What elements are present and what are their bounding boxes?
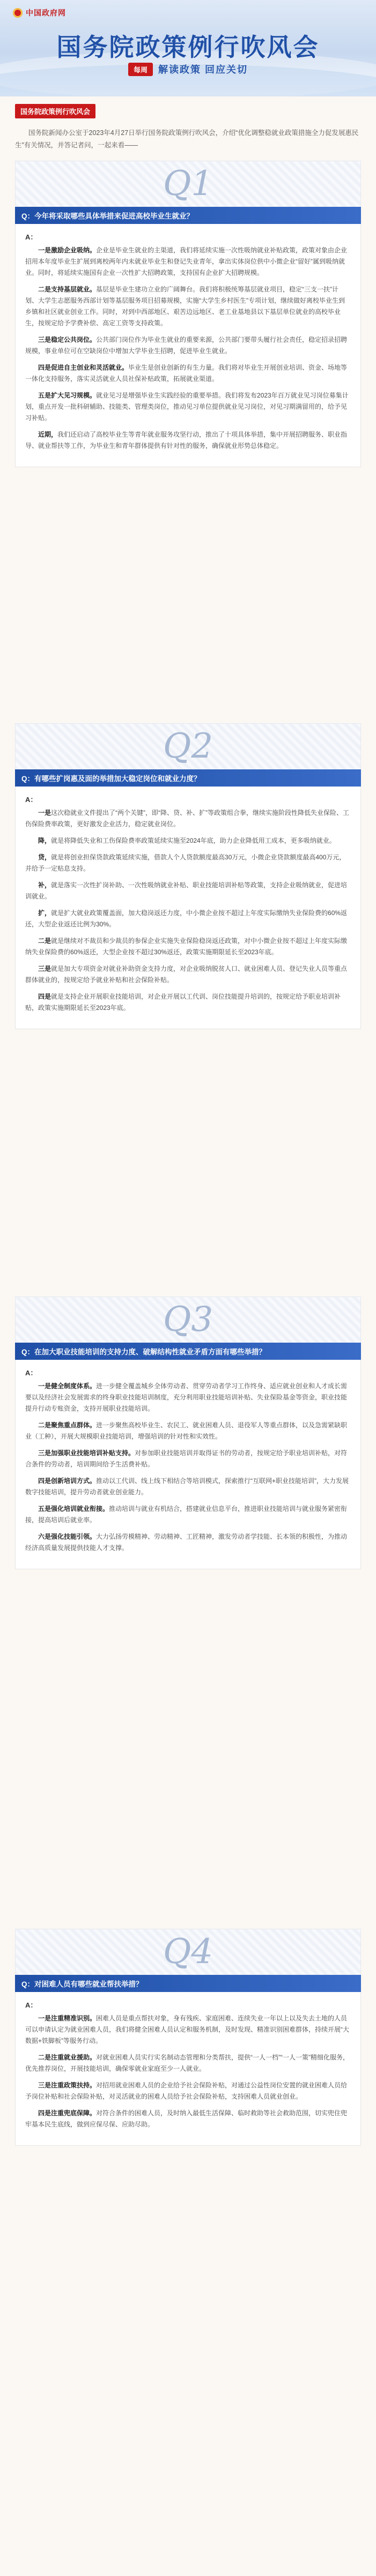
- answer-paragraph: 三是稳定公共岗位。公共部门岗位作为毕业生就业的重要来源，公共部门要带头履行社会责任，稳定招录招聘规模，事业单位可在空缺岗位中增加大学毕业生招聘，促进毕业生就业。: [25, 336, 348, 355]
- intro: [0, 96, 376, 152]
- banner-subtitle: [0, 62, 376, 76]
- header-banner: [0, 0, 376, 96]
- q-number-banner: [15, 723, 361, 769]
- question-bar: Q：今年将采取哪些具体举措来促进高校毕业生就业？: [15, 207, 361, 224]
- answer-label: A：: [25, 2001, 38, 2009]
- qa-section-1: [15, 161, 361, 467]
- answer-paragraph: 四是促进自主创业和灵活就业。毕业生是创业创新的有生力量。我们将对毕业生开展创业培训、资金、场地等一体化支持服务，落实灵活就业人员社保补贴政策，拓展就业渠道。: [25, 364, 348, 383]
- answer-card: [15, 787, 361, 1029]
- q-number: Q3: [163, 1300, 213, 1339]
- answer-paragraph: 二是支持基层就业。基层是毕业生建功立业的广阔舞台。我们将积极统筹基层就业项目，稳定“三支一扶”计划、大学生志愿服务西部计划等基层服务项目招募规模，实施“大学生乡村医生”专项计划，继续做好离校毕业生到乡镇和社区就业创业工作。同时，对到中西部地区、艰苦边远地区、老工业基地县以下基层单位就业的高校毕业生，按规定给予学费补偿、高定工资等支持政策。: [25, 286, 345, 327]
- answer-paragraph: 一是这次稳就业文件提出了“两个关键”，即“降、贷、补、扩”等政策组合拳，继续实施阶段性降低失业保险、工伤保险费率政策，更好激发企业活力，稳定就业岗位。: [25, 809, 350, 828]
- answer-paragraph: 一是健全制度体系。进一步健全覆盖城乡全体劳动者、贯穿劳动者学习工作终身、适应就业创业和人才成长需要以及经济社会发展需求的终身职业技能培训制度，充分利用职业技能培训补贴、失业保险基金等资金，职业技能提升行动专账资金，支持开展职业技能培训。: [25, 1382, 348, 1412]
- answer-paragraph: 一是注重精准识别。困难人员是重点帮扶对象，身有残疾、家庭困难、连续失业一年以上以及失去土地的人员可以申请认定为就业困难人员，我们将健全困难人员认定和服务机制，及时发现、精准识别困难群体，持续开展“大数据+铁脚板”等服务行动。: [25, 2015, 350, 2045]
- intro-text: 国务院新闻办公室于2023年4月27日举行国务院政策例行吹风会，介绍“优化调整稳就业政策措施全力促发展惠民生”有关情况，并答记者问，一起来看——: [15, 129, 359, 149]
- qa-section-4: [15, 1929, 361, 2146]
- q-number: Q4: [163, 1932, 213, 1972]
- answer-paragraph: 一是激励企业吸纳。企业是毕业生就业的主渠道，我们将延续实施一次性吸纳就业补贴政策，政策对象由企业招用本年度毕业生扩展到离校两年内未就业毕业生和登记失业青年，拿出实体岗位供中小微企业“留好”属到吸纳就业。同时，将延续实施国有企业一次性扩大招聘政策，支持国有企业扩大招聘规模。: [25, 246, 348, 276]
- q-number-banner: [15, 161, 361, 207]
- q-number-banner: [15, 1297, 361, 1343]
- intro-tag: 国务院政策例行吹风会: [15, 104, 95, 118]
- answer-paragraph: 四是就是支持企业开展职业技能培训，对企业开展以工代训、岗位技能提升培训的，按规定给予职业培训补贴，政策实施期限延长至2023年底。: [25, 993, 341, 1012]
- q-number-banner: [15, 1929, 361, 1975]
- answer-label: A：: [25, 1369, 38, 1377]
- national-emblem-icon: [13, 8, 23, 18]
- site-name: 中国政府网: [26, 9, 66, 17]
- answer-paragraph: 五是扩大见习规模。就业见习是增强毕业生实践经验的重要举措。我们将发布2023年百万就业见习岗位募集计划，重点开发一批科研辅助、技能类、管理类岗位，推动见习单位提供就业见习岗位，对见习期满留用的，给予见习补贴。: [25, 392, 349, 422]
- banner-title: 国务院政策例行吹风会: [56, 33, 320, 61]
- answer-paragraph: 五是强化培训就业衔接。推动培训与就业有机结合，搭建就业信息平台，推进职业技能培训与就业服务紧密衔接，提高培训后就业率。: [25, 1505, 348, 1524]
- answer-paragraph: 扩，就是扩大就业政策覆盖面，加大稳岗返还力度，中小微企业按不超过上年度实际缴纳失业保险费的60%返还，大型企业返还比例为30%。: [25, 909, 348, 928]
- answer-paragraph: 补，就是落实一次性扩岗补助、一次性吸纳就业补贴、职业技能培训补贴等政策，支持企业吸纳就业，促进培训就业。: [25, 881, 348, 900]
- weekly-badge: 每周: [128, 63, 153, 76]
- answer-label: A：: [25, 796, 38, 804]
- answer-paragraph: 三是注重政策扶持。对招用就业困难人员的企业给予社会保险补贴，对通过公益性岗位安置的就业困难人员给予岗位补贴和社会保险补贴，对灵活就业的困难人员给予社会保险补贴，支持困难人员就业创业。: [25, 2081, 348, 2100]
- answer-card: [15, 224, 361, 467]
- answer-paragraph: 二是就是继续对不裁员和少裁员的参保企业实施失业保险稳岗返还政策，对中小微企业按不超过上年度实际缴纳失业保险费的60%返还，大型企业按不超过30%返还，政策实施期限延长至2023年底。: [25, 937, 348, 956]
- answer-paragraph: 三是就是加大专项资金对就业补助资金支持力度，对企业吸纳脱贫人口、就业困难人员、登记失业人员等重点群体就业的，按规定给予就业补贴和社会保险补贴。: [25, 965, 348, 984]
- qa-section-2: [15, 723, 361, 1029]
- answer-paragraph: 四是创新培训方式。推动以工代训、线上线下相结合等培训模式，探索推行“互联网+职业技能培训”，大力发展数字技能培训，提升劳动者就业创业能力。: [25, 1477, 349, 1496]
- q-number: Q2: [163, 727, 213, 766]
- answer-paragraph: 四是注重兜底保障。对符合条件的困难人员，及时纳入最低生活保障、临时救助等社会救助范围，切实兜住兜牢基本民生底线，做到应保尽保、应助尽助。: [25, 2109, 348, 2128]
- answer-label: A：: [25, 233, 38, 241]
- answer-paragraph: 贷，就是将创业担保贷款政策延续实施，借款人个人贷款额度最高30万元，小微企业贷款额度最高400万元，并给予一定贴息支持。: [25, 853, 346, 872]
- answer-card: [15, 1360, 361, 1569]
- answer-paragraph: 近期，我们还启动了高校毕业生等青年就业服务攻坚行动，推出了十项具体举措，集中开展招聘服务、职业指导、就业帮扶等工作，为毕业生和青年群体提供有针对性的服务，确保就业形势总体稳定。: [25, 431, 348, 450]
- answer-paragraph: 降，就是将降低失业和工伤保险费率政策延续实施至2024年底，助力企业降低用工成本，更多吸纳就业。: [38, 837, 336, 844]
- answer-paragraph: 三是加强职业技能培训补贴支持。对参加职业技能培训并取得证书的劳动者，按规定给予职业培训补贴，对符合条件的劳动者，培训期间给予生活费补贴。: [25, 1449, 348, 1468]
- answer-card: [15, 1992, 361, 2146]
- q-number: Q1: [163, 164, 213, 204]
- slogan: 解读政策 回应关切: [158, 64, 248, 75]
- qa-section-3: [15, 1297, 361, 1569]
- question-bar: Q：在加大职业技能培训的支持力度、破解结构性就业矛盾方面有哪些举措？: [15, 1343, 361, 1360]
- question-bar: Q：对困难人员有哪些就业帮扶举措？: [15, 1975, 361, 1992]
- answer-paragraph: 六是强化技能引领。大力弘扬劳模精神、劳动精神、工匠精神，激发劳动者学技能、长本领的积极性，为推动经济高质量发展提供技能人才支撑。: [25, 1533, 348, 1552]
- answer-paragraph: 二是聚焦重点群体。进一步聚焦高校毕业生、农民工、就业困难人员、退役军人等重点群体，以及急需紧缺职业（工种），开展大规模职业技能培训，增强培训的针对性和实效性。: [25, 1421, 348, 1440]
- answer-paragraph: 二是注重就业援助。对就业困难人员实行实名制动态管理和分类帮扶，提供“一人一档”“一人一策”精细化服务，优先推荐岗位，开展技能培训，确保零就业家庭至少一人就业。: [25, 2054, 350, 2072]
- site-logo[interactable]: [13, 8, 66, 18]
- question-bar: Q：有哪些扩岗惠及面的举措加大稳定岗位和就业力度？: [15, 769, 361, 787]
